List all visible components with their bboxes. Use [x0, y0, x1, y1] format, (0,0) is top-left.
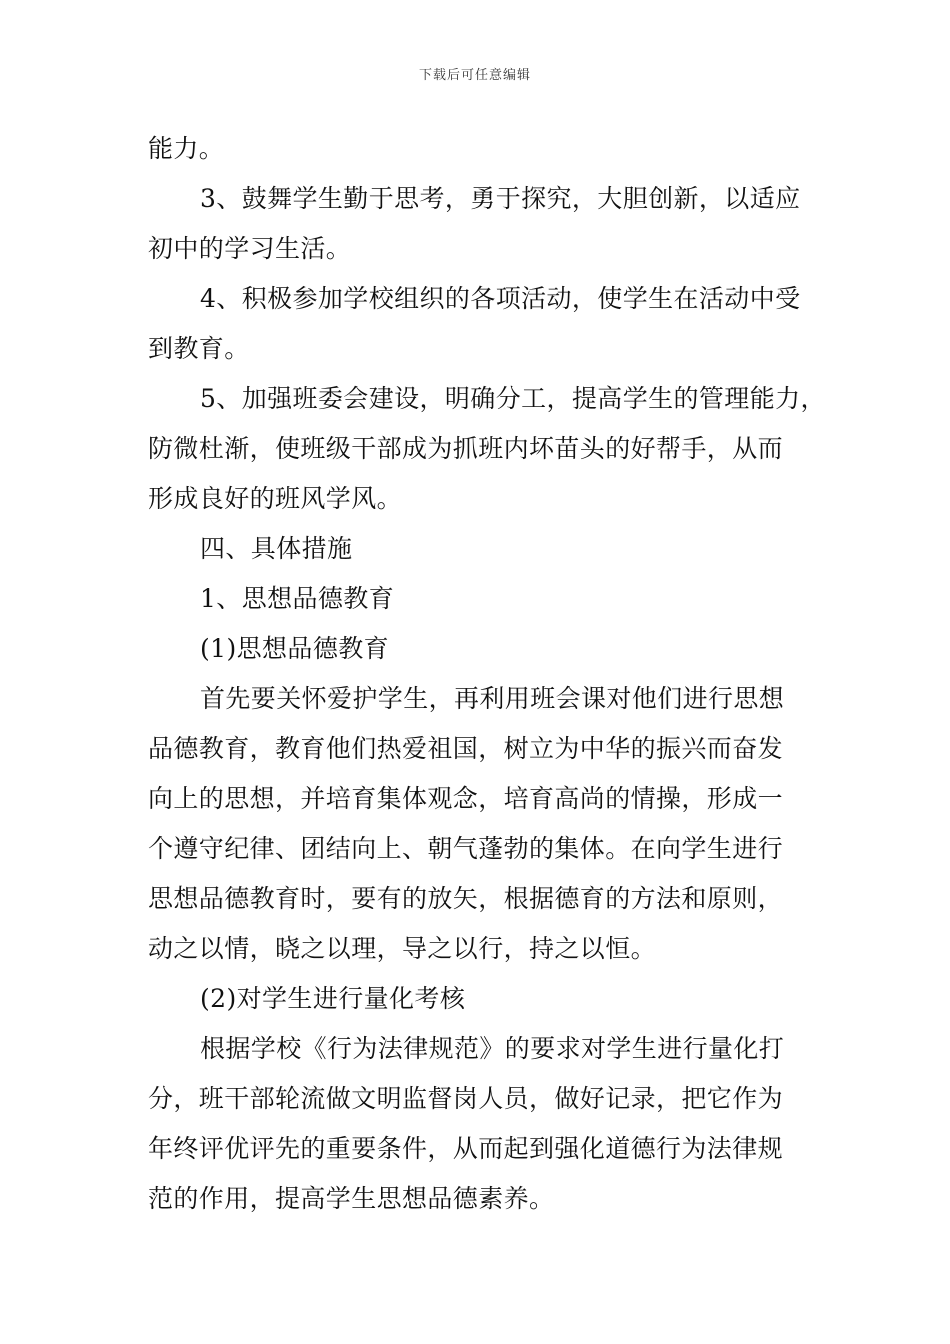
paragraph-quantitative-assessment: 根据学校《行为法律规范》的要求对学生进行量化打 [200, 1034, 785, 1063]
item-heading-1: (1)思想品德教育 [200, 634, 390, 663]
section-heading: 四、具体措施 [200, 534, 353, 563]
text-line: 分，班干部轮流做文明监督岗人员，做好记录，把它作为 [148, 1084, 784, 1113]
text-line: 能力。 [148, 134, 225, 163]
paragraph-moral-education: 首先要关怀爱护学生，再利用班会课对他们进行思想 [200, 684, 785, 713]
text-line: 到教育。 [148, 334, 250, 363]
subsection-heading: 1、思想品德教育 [200, 584, 395, 613]
text-line: 年终评优评先的重要条件，从而起到强化道德行为法律规 [148, 1134, 784, 1163]
document-body [148, 124, 826, 1224]
text-line: 思想品德教育时，要有的放矢，根据德育的方法和原则， [148, 884, 784, 913]
text-line: 动之以情，晓之以理，导之以行，持之以恒。 [148, 934, 657, 963]
paragraph-goal-3: 3、鼓舞学生勤于思考，勇于探究，大胆创新，以适应 [200, 184, 801, 213]
text-line: 形成良好的班风学风。 [148, 484, 403, 513]
text-line: 向上的思想，并培育集体观念，培育高尚的情操，形成一 [148, 784, 784, 813]
paragraph-goal-5: 5、加强班委会建设，明确分工，提高学生的管理能力， [200, 384, 826, 413]
text-line: 个遵守纪律、团结向上、朝气蓬勃的集体。在向学生进行 [148, 834, 784, 863]
text-line: 范的作用，提高学生思想品德素养。 [148, 1184, 555, 1213]
paragraph-goal-4: 4、积极参加学校组织的各项活动，使学生在活动中受 [200, 284, 801, 313]
item-heading-2: (2)对学生进行量化考核 [200, 984, 466, 1013]
text-line: 初中的学习生活。 [148, 234, 352, 263]
text-line: 品德教育，教育他们热爱祖国，树立为中华的振兴而奋发 [148, 734, 784, 763]
page-header: 下载后可任意编辑 [418, 68, 531, 83]
text-line: 防微杜渐，使班级干部成为抓班内坏苗头的好帮手，从而 [148, 434, 784, 463]
